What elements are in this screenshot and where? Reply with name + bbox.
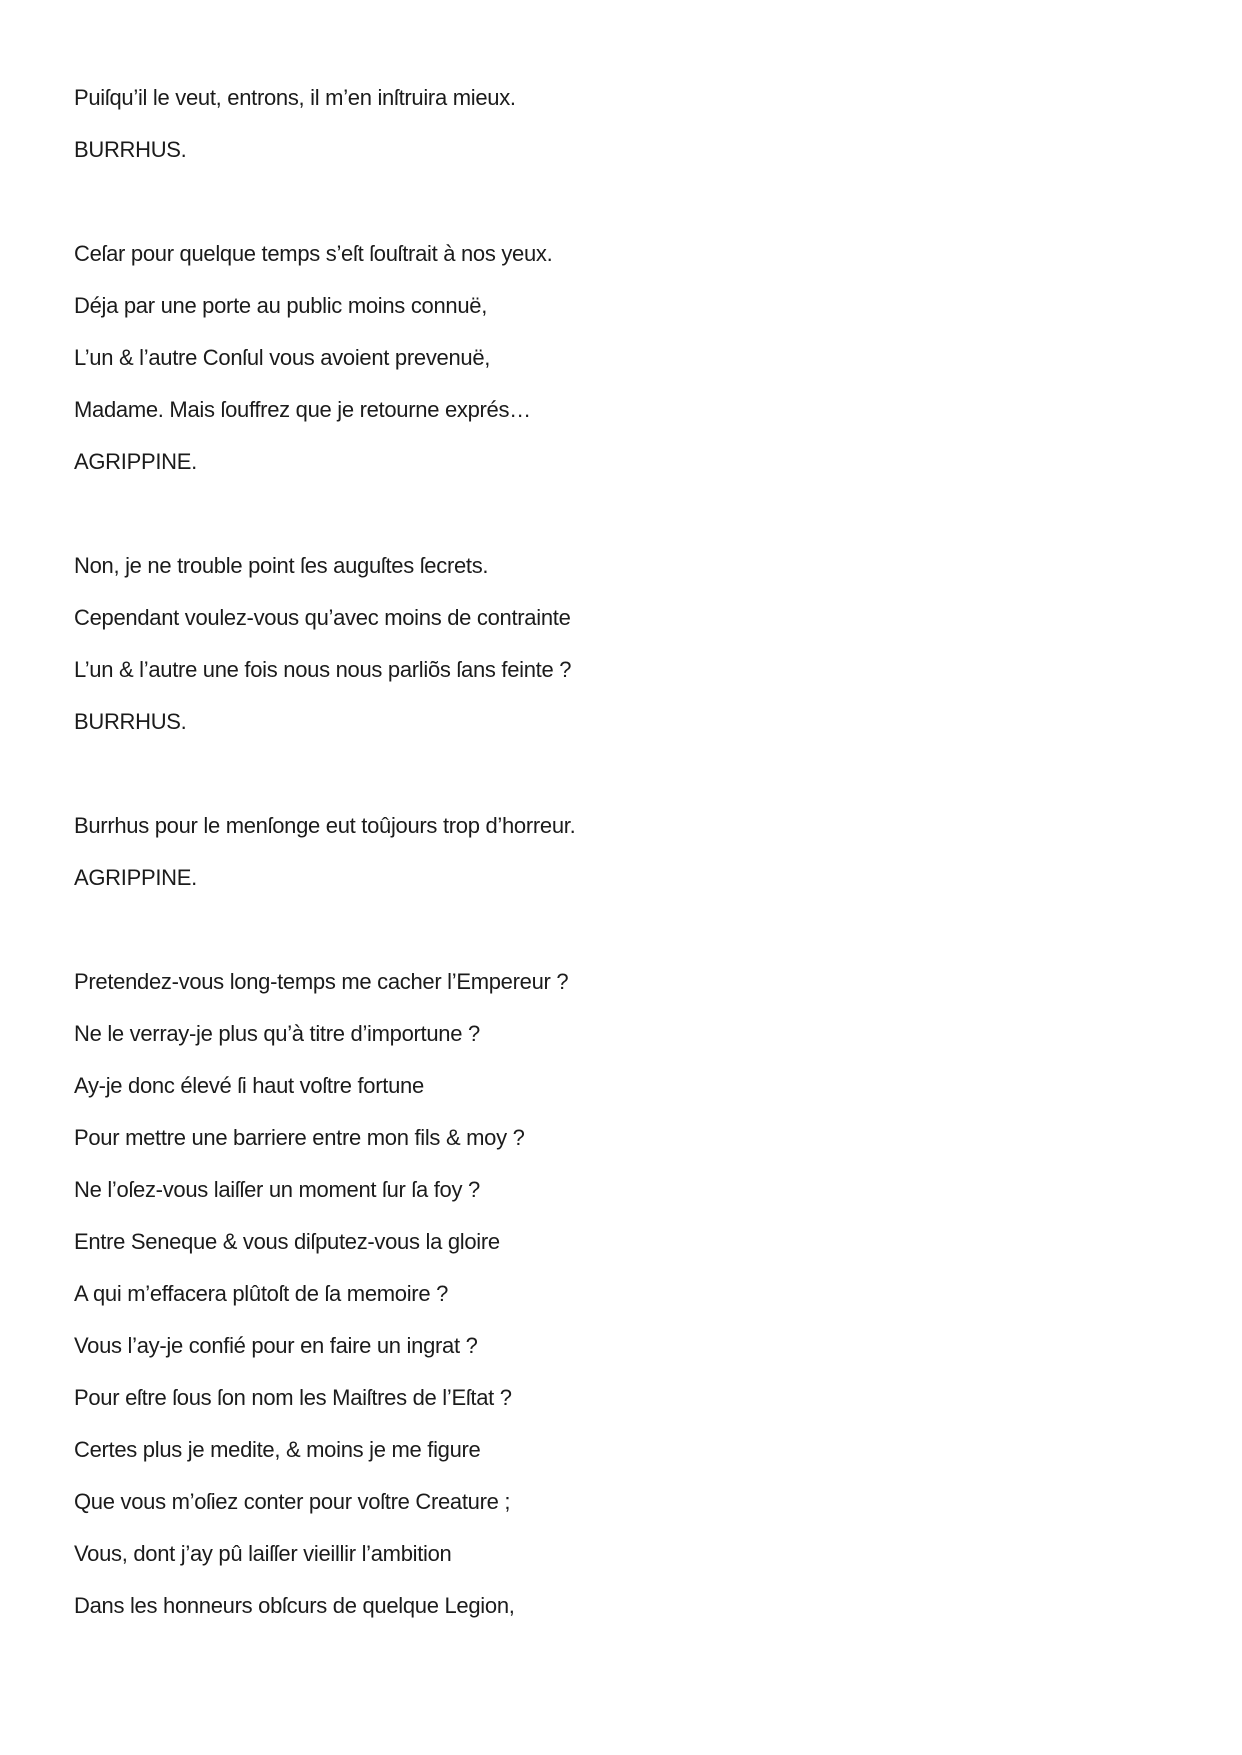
verse-line: Madame. Mais ſouffrez que je retourne exprés…: [74, 397, 531, 422]
blank-line: [74, 748, 1202, 800]
verse-line: Ay-je donc élevé ſi haut voſtre fortune: [74, 1073, 424, 1098]
verse-line: Que vous m’oſiez conter pour voſtre Creature ;: [74, 1489, 511, 1514]
blank-line: [74, 904, 1202, 956]
verse-line: A qui m’effacera plûtoſt de ſa memoire ?: [74, 1281, 449, 1306]
verse-line: L’un & l’autre Conſul vous avoient prevenuë,: [74, 345, 491, 370]
verse-line: Cependant voulez-vous qu’avec moins de contrainte: [74, 605, 571, 630]
verse-line: Puiſqu’il le veut, entrons, il m’en inſtruira mieux.: [74, 85, 516, 110]
blank-line: [74, 176, 1202, 228]
verse-line: Vous, dont j’ay pû laiſſer vieillir l’ambition: [74, 1541, 452, 1566]
verse-line: Entre Seneque & vous diſputez-vous la gloire: [74, 1229, 500, 1254]
verse-line: Dans les honneurs obſcurs de quelque Legion,: [74, 1593, 515, 1618]
blank-line: [74, 488, 1202, 540]
verse-line: Ceſar pour quelque temps s’eſt ſouſtrait à nos yeux.: [74, 241, 553, 266]
verse-line: L’un & l’autre une fois nous nous parliõs ſans feinte ?: [74, 657, 572, 682]
verse-line: Certes plus je medite, & moins je me figure: [74, 1437, 481, 1462]
verse-line: Ne le verray-je plus qu’à titre d’importune ?: [74, 1021, 480, 1046]
speaker-heading-agrippine: AGRIPPINE.: [74, 865, 197, 890]
speaker-heading-agrippine: AGRIPPINE.: [74, 449, 197, 474]
verse-line: Pretendez-vous long-temps me cacher l’Empereur ?: [74, 969, 569, 994]
verse-line: Pour eſtre ſous ſon nom les Maiſtres de l’Eſtat ?: [74, 1385, 512, 1410]
speaker-heading-burrhus: BURRHUS.: [74, 709, 187, 734]
verse-line: Vous l’ay-je confié pour en faire un ingrat ?: [74, 1333, 478, 1358]
verse-line: Burrhus pour le menſonge eut toûjours trop d’horreur.: [74, 813, 576, 838]
verse-line: Déja par une porte au public moins connuë,: [74, 293, 488, 318]
speaker-heading-burrhus: BURRHUS.: [74, 137, 187, 162]
verse-line: Ne l’oſez-vous laiſſer un moment ſur ſa foy ?: [74, 1177, 480, 1202]
verse-line: Non, je ne trouble point ſes auguſtes ſecrets.: [74, 553, 489, 578]
verse-line: Pour mettre une barriere entre mon fils & moy ?: [74, 1125, 525, 1150]
